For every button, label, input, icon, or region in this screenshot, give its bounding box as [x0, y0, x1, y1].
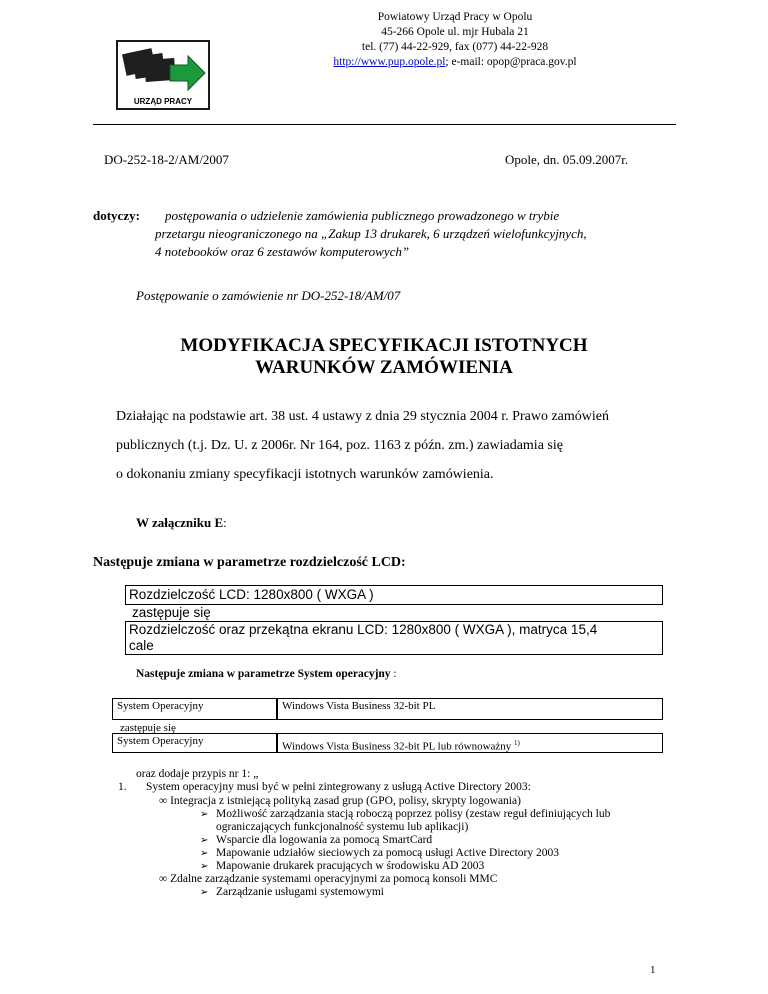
sub-item-3 — [200, 847, 559, 860]
os-value-cell-new — [277, 733, 663, 753]
logo-label: URZĄD PRACY — [133, 97, 193, 106]
os-label-cell-new: System Operacyjny — [112, 733, 277, 753]
sub-item-2 — [200, 834, 432, 847]
mmc-bullet — [159, 873, 497, 886]
mmc-bullet-text: Zdalne zarządzanie systemami operacyjnymi za pomocą konsoli MMC — [170, 873, 498, 885]
title-line-2: WARUNKÓW ZAMÓWIENIA — [255, 357, 513, 378]
os-new-value: Windows Vista Business 32-bit PL lub równoważny — [282, 740, 512, 753]
gpo-bullet — [159, 795, 521, 808]
footnote-intro: oraz dodaje przypis nr 1: „ — [136, 768, 259, 780]
urzad-pracy-logo — [116, 40, 210, 110]
legal-basis-line-1: Działając na podstawie art. 38 ust. 4 ustawy z dnia 29 stycznia 2004 r. Prawo zamówień — [116, 409, 609, 424]
page-number: 1 — [650, 964, 656, 976]
lcd-new-box — [125, 621, 663, 655]
arrow-bullet-icon: ➢ — [200, 887, 209, 898]
sub-item-5-text: Zarządzanie usługami systemowymi — [216, 886, 384, 898]
sub-item-2-text: Wsparcie dla logowania za pomocą SmartCard — [216, 834, 433, 846]
sub-item-3-text: Mapowanie udziałów sieciowych za pomocą usługi Active Directory 2003 — [216, 847, 559, 859]
item-1-number: 1. — [118, 781, 127, 793]
lcd-old-box: Rozdzielczość LCD: 1280x800 ( WXGA ) — [125, 585, 663, 605]
arrow-bullet-icon: ➢ — [200, 848, 209, 859]
document-reference: DO-252-18-2/AM/2007 — [104, 152, 229, 167]
os-change-label: Następuje zmiana w parametrze System operacyjny — [136, 668, 391, 680]
legal-basis-line-3: o dokonaniu zmiany specyfikacji istotnych warunków zamówienia. — [116, 467, 494, 482]
annex-label: W załączniku E — [136, 515, 224, 530]
concerns-line-3: 4 notebooków oraz 6 zestawów komputerowych” — [155, 244, 410, 259]
lcd-change-heading: Następuje zmiana w parametrze rozdzielczość LCD: — [93, 555, 406, 570]
os-value-cell-old: Windows Vista Business 32-bit PL — [277, 698, 663, 720]
title-line-1: MODYFIKACJA SPECYFIKACJI ISTOTNYCH — [180, 335, 588, 356]
sub-item-1-line-1: Możliwość zarządzania stacją roboczą poprzez polisy (zestaw reguł definiujących lub — [216, 808, 611, 820]
infinity-bullet-icon: ∞ — [159, 795, 168, 807]
os-footnote-marker: 1) — [514, 739, 520, 747]
arrow-bullet-icon: ➢ — [200, 861, 209, 872]
sub-item-1-line-2: ograniczających funkcjonalność systemu lub aplikacji) — [216, 821, 469, 833]
office-phone: tel. (77) 44-22-929, fax (077) 44-22-928 — [361, 41, 549, 53]
lcd-new-line-1: Rozdzielczość oraz przekątna ekranu LCD: 1280x800 ( WXGA ), matryca 15,4 — [129, 622, 598, 637]
sub-item-1 — [200, 808, 610, 821]
arrow-bullet-icon: ➢ — [200, 835, 209, 846]
procedure-number: Postępowanie o zamówienie nr DO-252-18/AM/07 — [136, 288, 401, 303]
lcd-new-line-2: cale — [129, 638, 154, 653]
legal-basis-line-2: publicznych (t.j. Dz. U. z 2006r. Nr 164, poz. 1163 z późn. zm.) zawiadamia się — [116, 438, 563, 453]
item-1-text: System operacyjny musi być w pełni zintegrowany z usługą Active Directory 2003: — [146, 781, 531, 793]
header-divider — [93, 124, 676, 125]
email-text: ; e-mail: opop@praca.gov.pl — [445, 56, 577, 68]
sub-item-5 — [200, 886, 384, 899]
office-contact — [240, 55, 670, 70]
arrow-bullet-icon: ➢ — [200, 809, 209, 820]
os-label-cell-old: System Operacyjny — [112, 698, 277, 720]
annex-colon: : — [223, 515, 227, 530]
sub-item-4 — [200, 860, 484, 873]
sub-item-4-text: Mapowanie drukarek pracujących w środowisku AD 2003 — [216, 860, 485, 872]
os-change-heading — [136, 668, 397, 680]
infinity-bullet-icon: ∞ — [159, 873, 168, 885]
office-address: 45-266 Opole ul. mjr Hubala 21 — [381, 26, 529, 38]
logo-arrow-icon — [118, 42, 208, 98]
concerns-line-1: postępowania o udzielenie zamówienia publicznego prowadzonego w trybie — [165, 208, 560, 223]
os-change-colon: : — [390, 668, 397, 680]
annex-heading — [136, 515, 227, 531]
document-date: Opole, dn. 05.09.2007r. — [505, 152, 629, 167]
concerns-line-2: przetargu nieograniczonego na „Zakup 13 drukarek, 6 urządzeń wielofunkcyjnych, — [155, 226, 587, 241]
os-replaces-text: zastępuje się — [120, 722, 176, 734]
office-name: Powiatowy Urząd Pracy w Opolu — [377, 11, 533, 23]
lcd-replaces-text: zastępuje się — [132, 605, 211, 620]
gpo-bullet-text: Integracja z istniejącą polityką zasad grup (GPO, polisy, skrypty logowania) — [170, 795, 521, 807]
concerns-label: dotyczy: — [93, 208, 140, 223]
website-link[interactable]: http://www.pup.opole.pl — [333, 56, 446, 68]
